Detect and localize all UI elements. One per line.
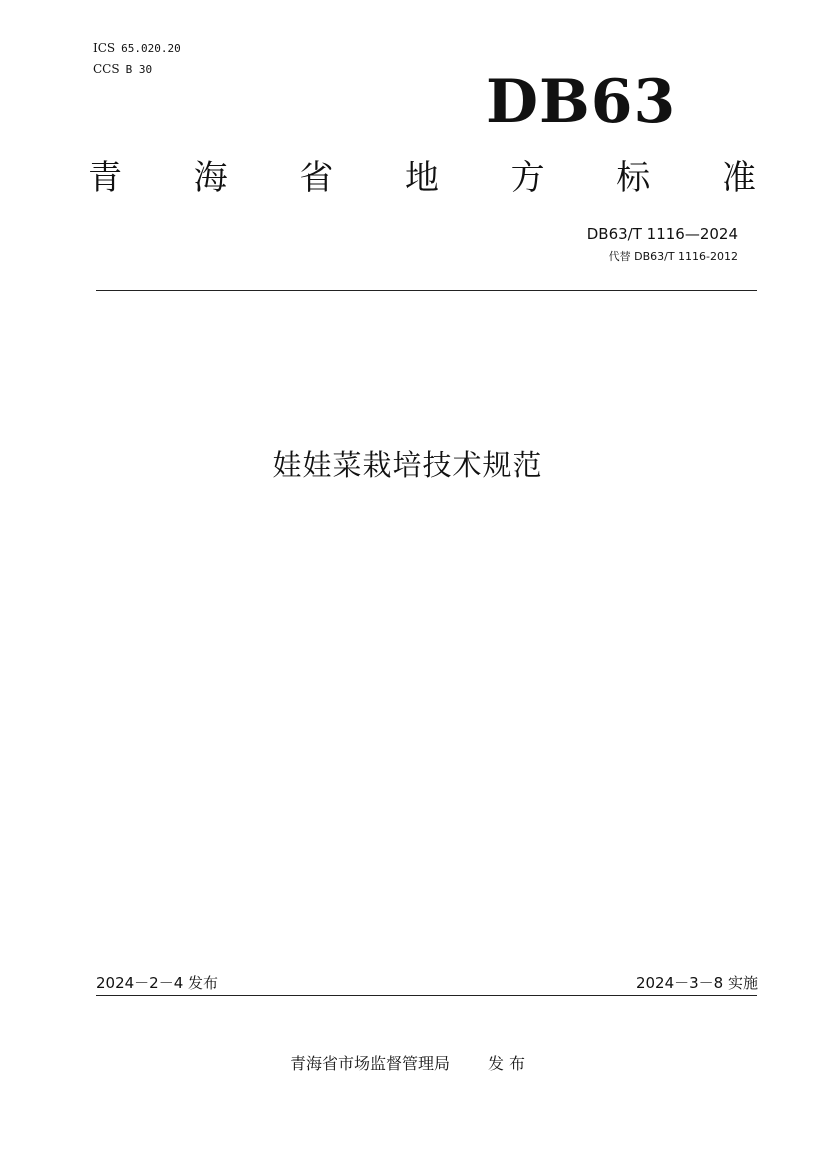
ics-label: ICS: [93, 41, 116, 55]
standard-type-char: 省: [299, 158, 334, 198]
standard-type-char: 青: [88, 158, 122, 198]
standard-number: DB63/T 1116—2024: [586, 225, 738, 243]
publisher-org: 青海省市场监督管理局: [289, 1054, 450, 1073]
standard-type-heading: [88, 152, 756, 204]
ccs-line: [93, 59, 181, 80]
standard-type-char: 地: [404, 158, 439, 198]
replaces-standard: 代替 DB63/T 1116-2012: [608, 250, 738, 263]
standard-logo: DB63: [486, 67, 677, 137]
publisher-line: [0, 1053, 815, 1075]
standard-type-char: 准: [721, 158, 756, 198]
implementation-date: 2024－3－8 实施: [635, 974, 758, 992]
document-title: 娃娃菜栽培技术规范: [272, 448, 543, 482]
header-divider: [96, 290, 757, 291]
standard-type-char: 标: [616, 158, 651, 198]
issue-date: 2024－2－4 发布: [96, 974, 219, 992]
classification-block: [93, 38, 181, 80]
ccs-code: B 30: [125, 63, 153, 76]
ics-line: [93, 38, 181, 59]
standard-type-char: 方: [510, 158, 545, 198]
standard-type-char: 海: [193, 158, 228, 198]
ics-code: 65.020.20: [121, 42, 181, 55]
ccs-label: CCS: [93, 62, 120, 76]
footer-divider: [96, 995, 757, 996]
publisher-action: 发 布: [487, 1054, 526, 1073]
